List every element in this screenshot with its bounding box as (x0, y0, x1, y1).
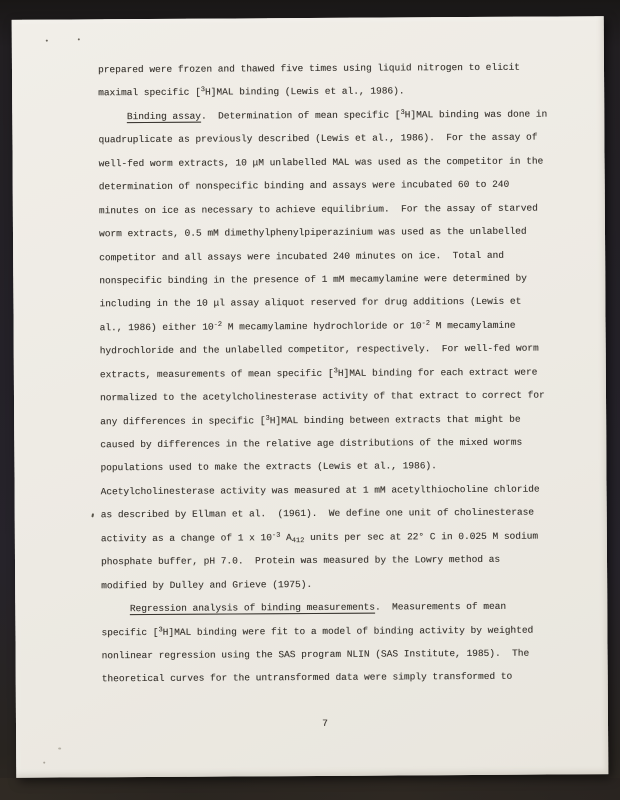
text-line: extracts, measurements of mean specific [$^3$H]MAL binding for each extract were (99, 366, 538, 380)
text-line: any differences in specific [$^3$H]MAL binding between extracts that might be (100, 413, 521, 427)
text-line: theoretical curves for the untransformed data were simply transformed to (101, 671, 513, 685)
text-line: well-fed worm extracts, 10 μM unlabelled MAL was used as the competitor in the (98, 155, 544, 170)
text-line: quadruplicate as previously described (Lewis et al., 1986). For the assay of (98, 131, 538, 146)
text-line: Regression analysis of binding measurements. Measurements of mean (129, 600, 507, 615)
text-line: including in the 10 μl assay aliquot reserved for drug additions (Lewis et (99, 296, 522, 310)
text-line: populations used to make the extracts (Lewis et al., 1986). (100, 460, 437, 474)
text-line: maximal specific [$^3$H]MAL binding (Lewis et al., 1986). (98, 85, 405, 99)
scan-speckle (43, 762, 45, 764)
scanned-page (12, 16, 609, 778)
text-line: normalized to the acetylcholinesterase activity of that extract to correct for (99, 389, 545, 404)
text-line: Acetylcholinesterase activity was measured at 1 mM acetylthiocholine chloride (100, 483, 540, 498)
text-line: hydrochloride and the unlabelled competitor, respectively. For well-fed worm (99, 342, 539, 357)
text-line: minutes on ice as necessary to achieve equilibrium. For the assay of starved (98, 202, 538, 216)
scan-speckle (58, 748, 61, 750)
text-line: al., 1986) either $10^{-2}$ M mecamylamine hydrochloride or $10^{-2}$ M mecamylamine (99, 319, 516, 334)
text-line: nonlinear regression using the SAS program NLIN (SAS Institute, 1985). The (101, 647, 530, 662)
text-line: nonspecific binding in the presence of 1 mM mecamylamine were determined by (99, 272, 527, 287)
scan-speckle (91, 513, 94, 517)
text-line: specific [$^3$H]MAL binding were fit to a model of binding activity by weighted (101, 624, 534, 638)
text-line: as described by Ellman et al. (1961). We define one unit of cholinesterase (100, 506, 535, 521)
text-line: worm extracts, 0.5 mM dimethylphenylpiperazinium was used as the unlabelled (98, 225, 527, 240)
text-line: competitor and all assays were incubated 240 minutes on ice. Total and (99, 249, 504, 263)
scan-speckle (46, 40, 48, 42)
text-line: activity as a change of 1 x $10^{-3}$ $A_{412}$ units per sec at 22° C in 0.025 M sodium (100, 530, 539, 545)
page-text (98, 56, 551, 692)
text-line: prepared were frozen and thawed five times using liquid nitrogen to elicit (97, 61, 520, 76)
text-line: phosphate buffer, pH 7.0. Protein was measured by the Lowry method as (100, 554, 501, 568)
page-number: 7 (322, 717, 328, 729)
scan-speckle (78, 38, 80, 40)
text-line: caused by differences in the relative age distributions of the mixed worms (100, 436, 523, 451)
text-line: Binding assay. Determination of mean specific [$^3$H]MAL binding was done in (126, 108, 548, 122)
text-line: determination of nonspecific binding and assays were incubated 60 to 240 (98, 178, 510, 193)
text-line: modified by Dulley and Grieve (1975). (101, 578, 313, 591)
